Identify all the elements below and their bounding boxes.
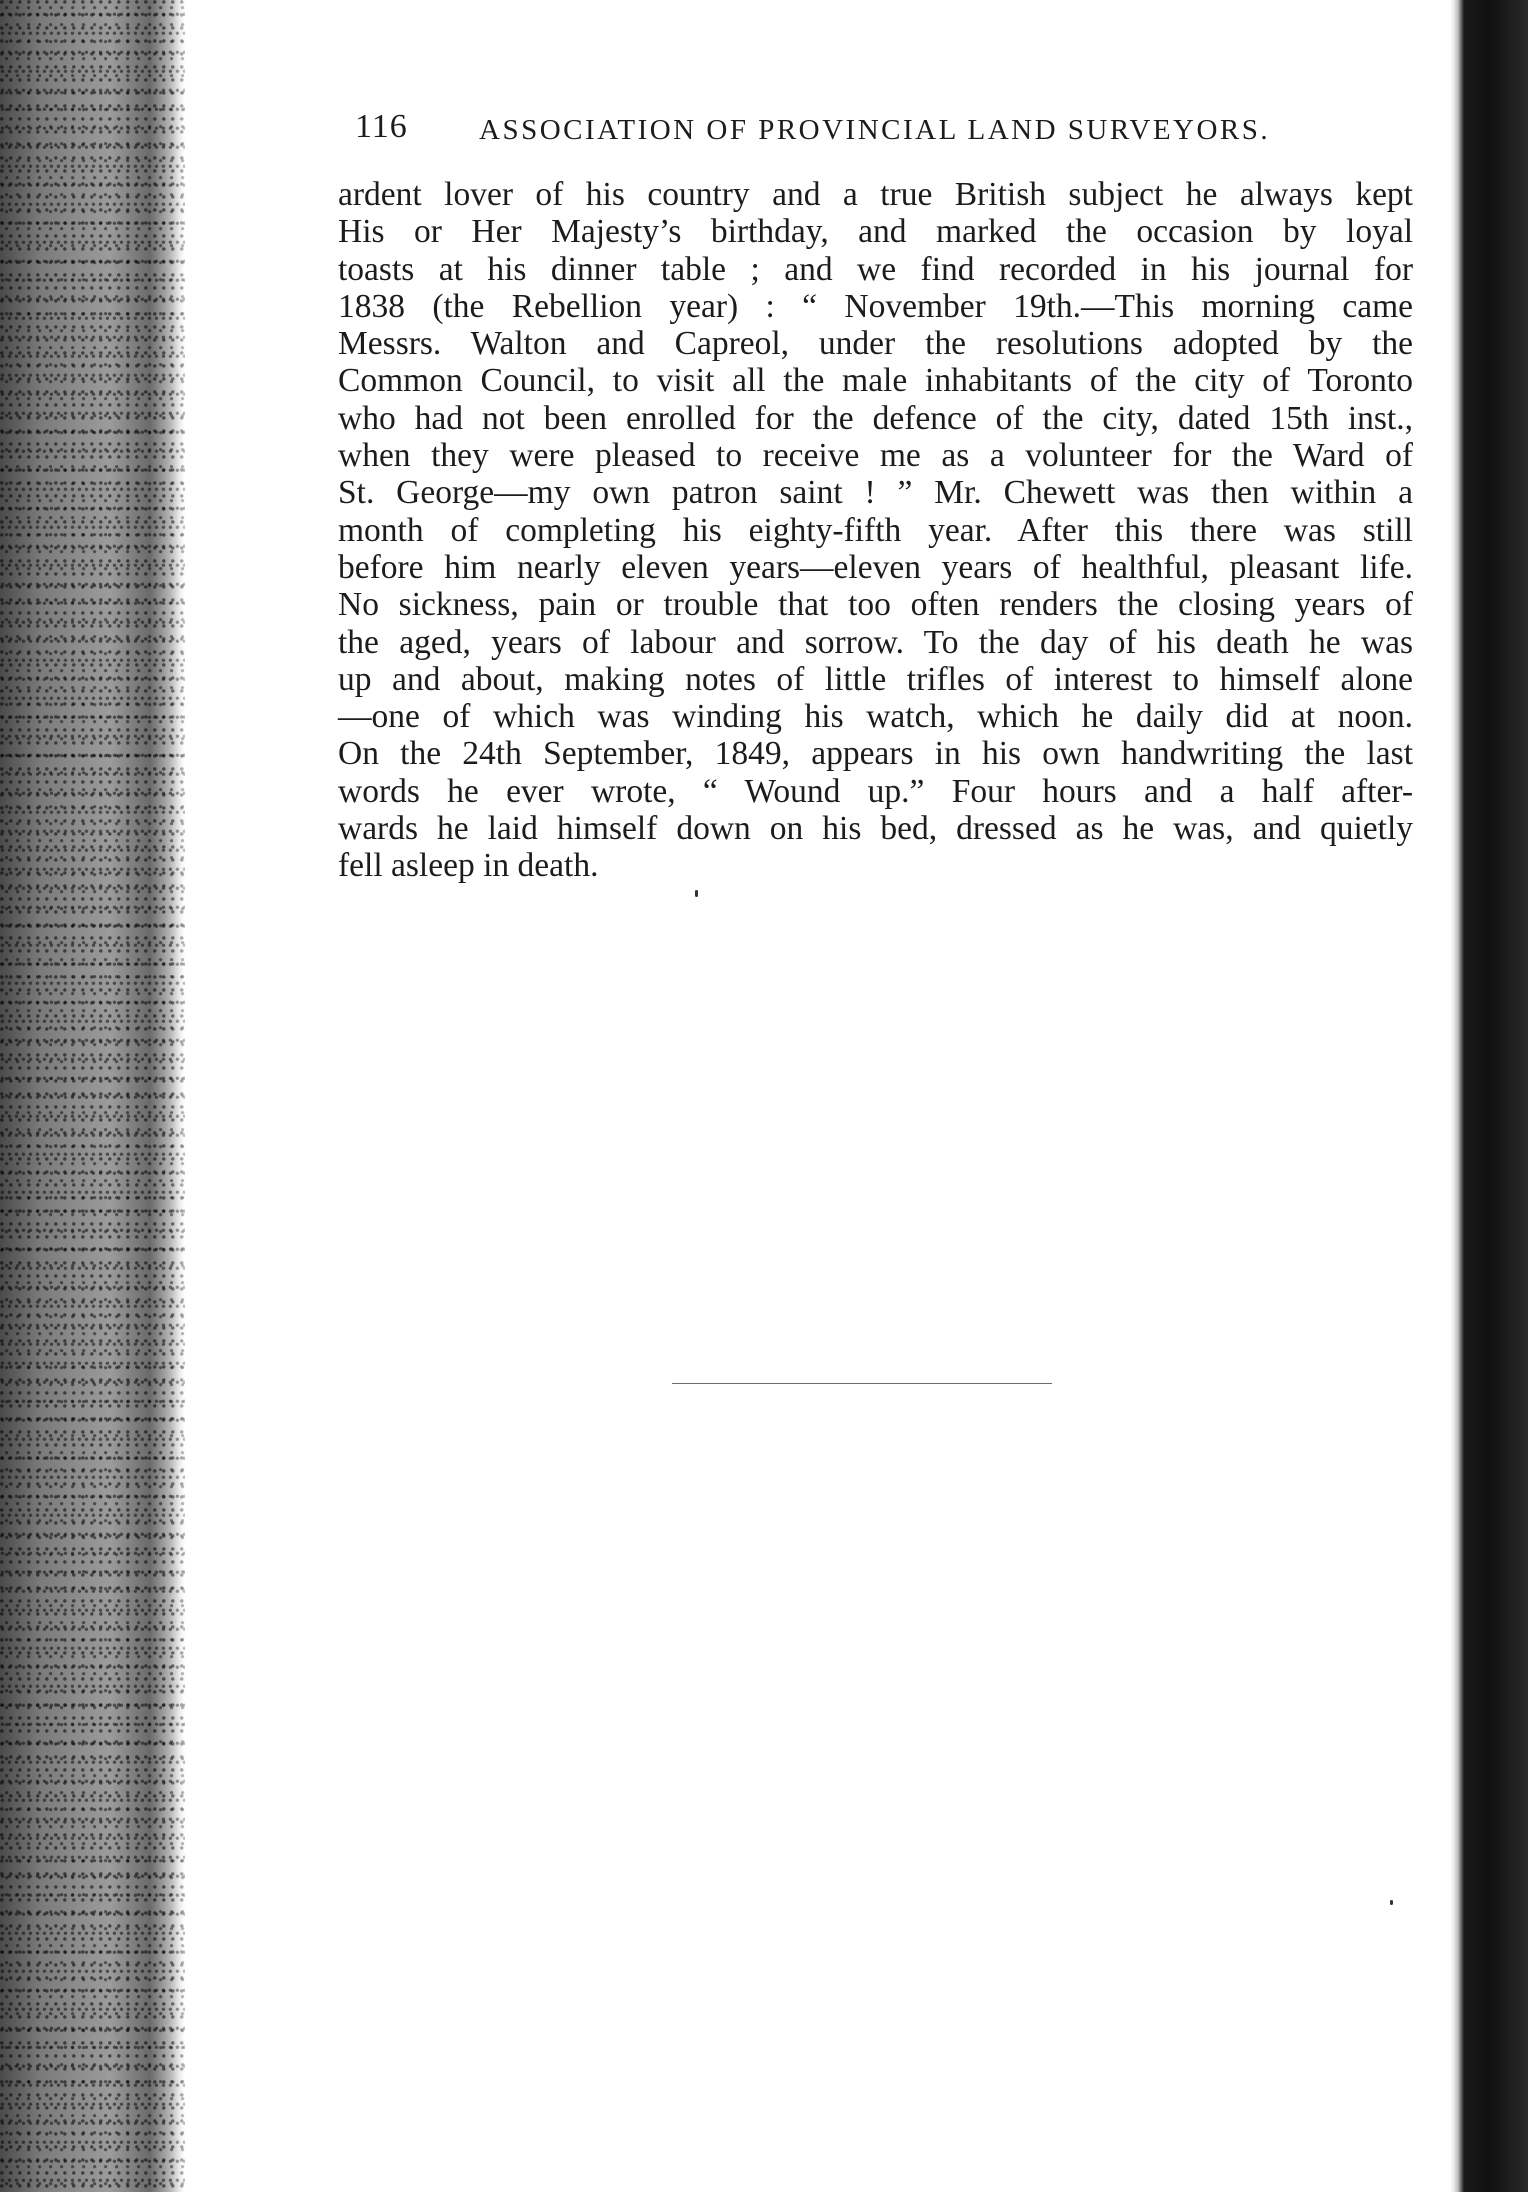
text-line: words he ever wrote, “ Wound up.” Four hours and a half after- <box>338 772 1413 810</box>
text-line: fell asleep in death. <box>338 847 599 885</box>
text-line: Messrs. Walton and Capreol, under the resolutions adopted by the <box>338 325 1413 363</box>
text-line: month of completing his eighty-fifth year. After this there was still <box>338 511 1413 549</box>
text-line: when they were pleased to receive me as a volunteer for the Ward of <box>338 437 1413 475</box>
book-page <box>185 0 1450 2192</box>
running-title: ASSOCIATION OF PROVINCIAL LAND SURVEYORS. <box>479 114 1271 146</box>
ink-speck <box>1390 1900 1393 1905</box>
text-line: up and about, making notes of little trifles of interest to himself alone <box>338 660 1413 698</box>
body-paragraph <box>338 176 1413 885</box>
text-line: Common Council, to visit all the male inhabitants of the city of Toronto <box>338 362 1413 400</box>
running-head <box>355 108 1495 158</box>
page-number: 116 <box>355 108 408 145</box>
text-line: St. George—my own patron saint ! ” Mr. Chewett was then within a <box>338 474 1413 512</box>
text-line: 1838 (the Rebellion year) : “ November 19th.—This morning came <box>338 287 1413 325</box>
text-line: ardent lover of his country and a true British subject he always kept <box>338 176 1413 213</box>
text-line: who had not been enrolled for the defence of the city, dated 15th inst., <box>338 399 1413 437</box>
text-line: No sickness, pain or trouble that too often renders the closing years of <box>338 586 1413 624</box>
ink-speck <box>695 890 698 897</box>
text-line: wards he laid himself down on his bed, dressed as he was, and quietly <box>338 810 1413 848</box>
text-line: On the 24th September, 1849, appears in his own handwriting the last <box>338 735 1413 773</box>
text-line: toasts at his dinner table ; and we find recorded in his journal for <box>338 250 1413 288</box>
text-line: the aged, years of labour and sorrow. To the day of his death he was <box>338 623 1413 661</box>
page-right-edge <box>1450 0 1528 2192</box>
text-line: —one of which was winding his watch, which he daily did at noon. <box>338 698 1413 736</box>
text-line: His or Her Majesty’s birthday, and marked the occasion by loyal <box>338 213 1413 251</box>
text-line: before him nearly eleven years—eleven years of healthful, pleasant life. <box>338 548 1413 586</box>
book-binding-edge <box>0 0 185 2192</box>
section-divider-rule <box>672 1383 1052 1384</box>
